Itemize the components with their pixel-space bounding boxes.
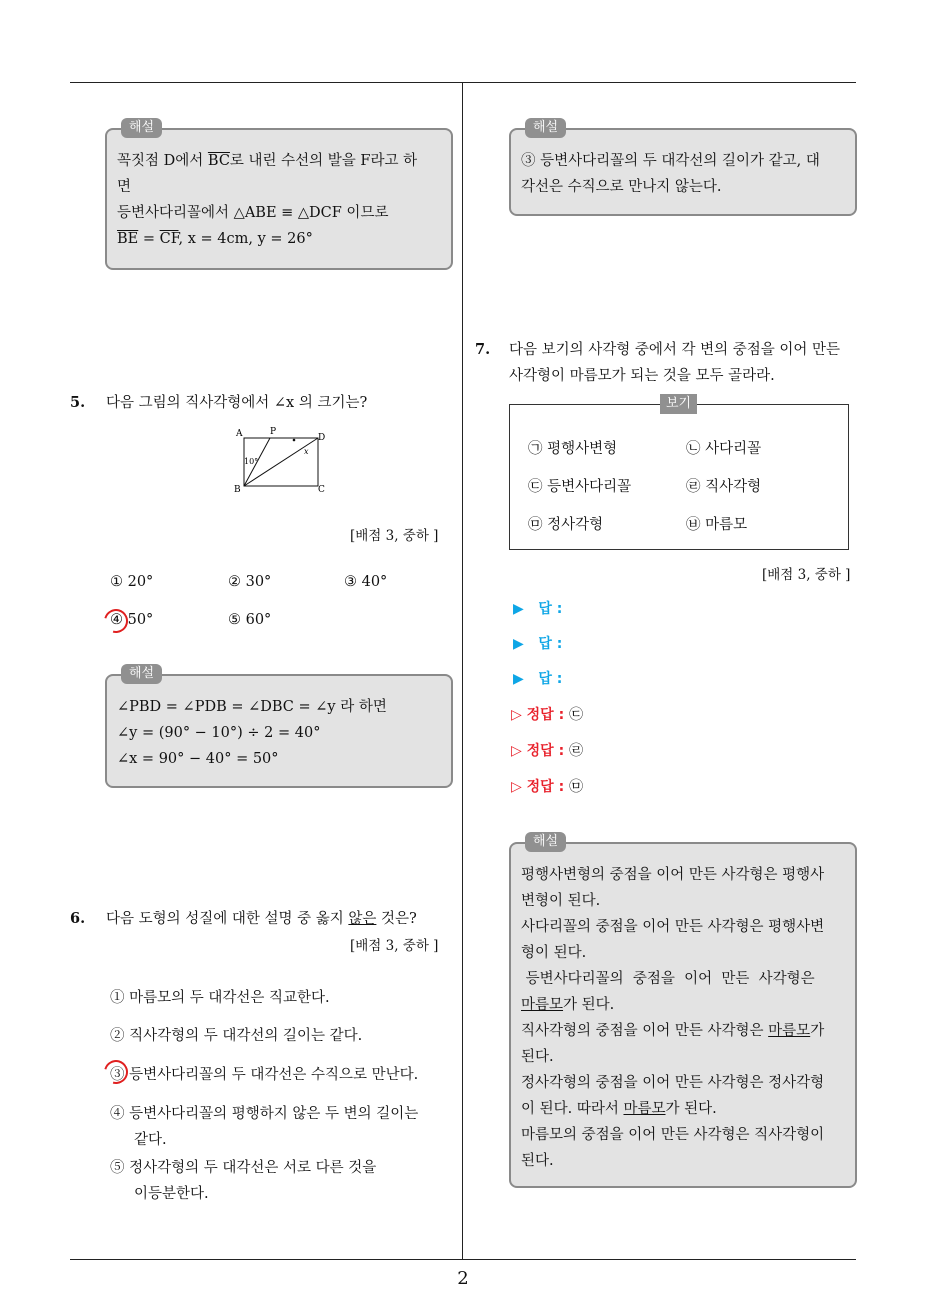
play-icon: ▶ bbox=[513, 636, 524, 652]
selected-answer-mark bbox=[100, 605, 133, 638]
label-c: C bbox=[318, 485, 325, 495]
option-4[interactable]: ④ 등변사다리꼴의 평행하지 않은 두 변의 길이는 같다. bbox=[110, 1106, 419, 1148]
bogi-item: ㉢ 등변사다리꼴 bbox=[528, 479, 632, 495]
triangle-icon: ▷ bbox=[511, 779, 522, 795]
solution-line: 등변사다리꼴의 중점을 이어 만든 사각형은 bbox=[521, 971, 815, 987]
top-rule bbox=[70, 82, 856, 83]
solution-tag: 해설 bbox=[525, 832, 566, 852]
question-number: 7. bbox=[475, 341, 491, 358]
triangle-icon: ▷ bbox=[511, 743, 522, 759]
play-icon: ▶ bbox=[513, 601, 524, 617]
bogi-box bbox=[509, 396, 849, 550]
correct-answer-1: ▷ 정답 : ㉢ bbox=[511, 707, 584, 723]
option-2[interactable]: ② 직사각형의 두 대각선의 길이는 같다. bbox=[110, 1028, 363, 1044]
solution-line: 마름모가 된다. bbox=[521, 997, 615, 1013]
solution-line: 정사각형의 중점을 이어 만든 사각형은 정사각형 bbox=[521, 1075, 825, 1091]
solution-line: 마름모의 중점을 이어 만든 사각형은 직사각형이 bbox=[521, 1127, 825, 1143]
solution-line: 된다. bbox=[521, 1049, 554, 1065]
option-3[interactable]: ③ 40° bbox=[344, 574, 388, 590]
solution-tag: 해설 bbox=[121, 664, 162, 684]
solution-line: 꼭짓점 D에서 $\overline{BC}$로 내린 수선의 발을 F라고 하 bbox=[117, 153, 418, 169]
bogi-tag: 보기 bbox=[660, 394, 697, 414]
label-d: D bbox=[318, 433, 326, 443]
bogi-item: ㉣ 직사각형 bbox=[686, 479, 762, 495]
solution-box-q6 bbox=[509, 120, 857, 216]
solution-line: 면 bbox=[117, 179, 132, 195]
answer-line-3[interactable]: ▶ 답 : bbox=[513, 671, 563, 687]
option-5[interactable]: ⑤ 정사각형의 두 대각선은 서로 다른 것을 이등분한다. bbox=[110, 1160, 377, 1202]
angle-x-label: x bbox=[304, 447, 309, 456]
score-q6: [배점 3, 중하 ] bbox=[350, 938, 439, 954]
question-6 bbox=[70, 906, 450, 932]
score-q7: [배점 3, 중하 ] bbox=[762, 567, 851, 583]
rectangle-figure bbox=[232, 424, 332, 496]
question-text: 다음 보기의 사각형 중에서 각 변의 중점을 이어 만든 bbox=[509, 342, 841, 358]
bogi-item: ㉡ 사다리꼴 bbox=[686, 441, 762, 457]
option-5[interactable]: ⑤ 60° bbox=[228, 612, 272, 628]
solution-line: 등변사다리꼴에서 △ABE ≡ △DCF 이므로 bbox=[117, 205, 389, 221]
label-a: A bbox=[236, 429, 243, 439]
solution-line: 형이 된다. bbox=[521, 945, 587, 961]
option-2[interactable]: ② 30° bbox=[228, 574, 272, 590]
angle-label: 10° bbox=[244, 457, 259, 466]
bottom-rule bbox=[70, 1259, 856, 1260]
answer-line-2[interactable]: ▶ 답 : bbox=[513, 636, 563, 652]
solution-line: ∠x = 90° − 40° = 50° bbox=[117, 751, 279, 767]
solution-line: 변형이 된다. bbox=[521, 893, 601, 909]
solution-line: 된다. bbox=[521, 1153, 554, 1169]
solution-line: 각선은 수직으로 만나지 않는다. bbox=[521, 179, 722, 195]
correct-answer-2: ▷ 정답 : ㉣ bbox=[511, 743, 584, 759]
solution-line: 이 된다. 따라서 마름모가 된다. bbox=[521, 1101, 717, 1117]
answer-line-1[interactable]: ▶ 답 : bbox=[513, 601, 563, 617]
solution-line: $\overline{BE} = \overline{CF}$, x = 4cm, y = 26° bbox=[117, 231, 313, 247]
label-p: P bbox=[270, 427, 277, 437]
bogi-item: ㉠ 평행사변형 bbox=[528, 441, 618, 457]
question-text: 다음 그림의 직사각형에서 ∠x 의 크기는? bbox=[106, 395, 368, 411]
label-b: B bbox=[234, 485, 241, 495]
question-7 bbox=[475, 337, 861, 389]
solution-line: ∠y = (90° − 10°) ÷ 2 = 40° bbox=[117, 725, 321, 741]
triangle-icon: ▷ bbox=[511, 707, 522, 723]
question-text: 사각형이 마름모가 되는 것을 모두 골라라. bbox=[509, 368, 775, 384]
correct-answer-3: ▷ 정답 : ㉤ bbox=[511, 779, 584, 795]
solution-line: 사다리꼴의 중점을 이어 만든 사각형은 평행사변 bbox=[521, 919, 825, 935]
play-icon: ▶ bbox=[513, 671, 524, 687]
question-text: 다음 도형의 성질에 대한 설명 중 옳지 않은 것은? bbox=[106, 911, 417, 927]
option-4[interactable]: ④ 50° bbox=[110, 612, 154, 628]
column-divider bbox=[462, 82, 463, 1260]
bogi-item: ㉤ 정사각형 bbox=[528, 517, 604, 533]
solution-line: 직사각형의 중점을 이어 만든 사각형은 마름모가 bbox=[521, 1023, 825, 1039]
option-1[interactable]: ① 마름모의 두 대각선은 직교한다. bbox=[110, 990, 330, 1006]
solution-box-q5 bbox=[105, 666, 453, 788]
page-number: 2 bbox=[457, 1268, 469, 1289]
option-1[interactable]: ① 20° bbox=[110, 574, 154, 590]
question-number: 6. bbox=[70, 910, 86, 927]
option-3[interactable]: ③ 등변사다리꼴의 두 대각선은 수직으로 만난다. bbox=[110, 1067, 419, 1083]
solution-box-q4 bbox=[105, 120, 453, 270]
solution-line: ∠PBD = ∠PDB = ∠DBC = ∠y 라 하면 bbox=[117, 699, 387, 715]
solution-tag: 해설 bbox=[121, 118, 162, 138]
solution-line: 평행사변형의 중점을 이어 만든 사각형은 평행사 bbox=[521, 867, 825, 883]
solution-tag: 해설 bbox=[525, 118, 566, 138]
score-q5: [배점 3, 중하 ] bbox=[350, 528, 439, 544]
solution-box-q7 bbox=[509, 834, 857, 1188]
bogi-item: ㉥ 마름모 bbox=[686, 517, 748, 533]
question-number: 5. bbox=[70, 394, 86, 411]
solution-line: ③ 등변사다리꼴의 두 대각선의 길이가 같고, 대 bbox=[521, 153, 820, 169]
